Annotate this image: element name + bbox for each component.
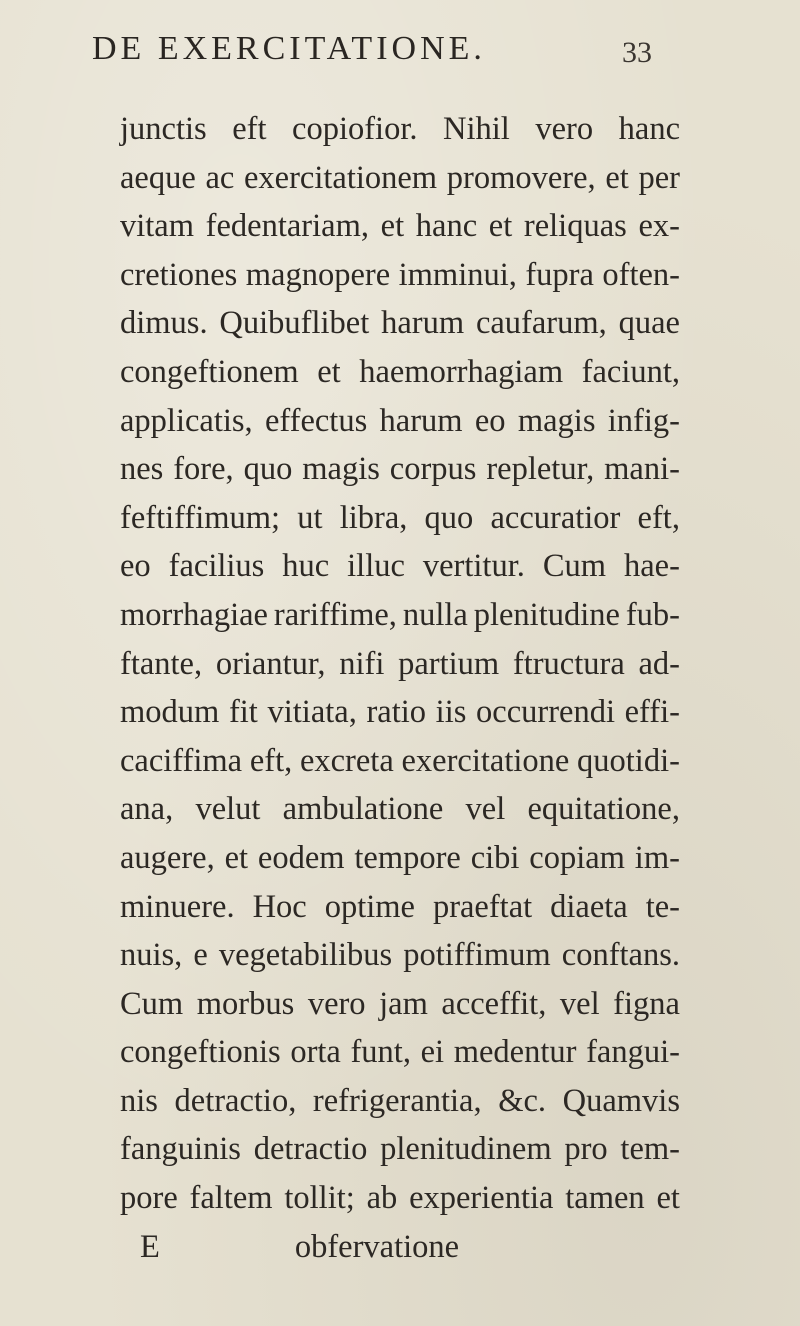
word: vegetabilibus (218, 937, 393, 974)
word: ab (366, 1180, 398, 1217)
word: ftante, (120, 645, 203, 682)
word: effi- (624, 694, 680, 731)
word: reliquas (523, 208, 627, 245)
word: quae (618, 305, 680, 342)
word: optime (324, 888, 415, 925)
word: plenitudine (473, 596, 620, 633)
word: occurrendi (476, 694, 615, 731)
text-line (120, 202, 680, 251)
word: magis (517, 402, 596, 439)
word: eft, (249, 742, 293, 779)
word: Cum (542, 548, 607, 585)
word: im- (634, 839, 680, 876)
word: cretiones (120, 256, 238, 293)
word: eo (474, 402, 506, 439)
word: copiam (529, 839, 625, 876)
word: vel (559, 985, 600, 1022)
word: Cum (120, 985, 184, 1022)
word: et (224, 839, 249, 876)
word: vitam (120, 208, 195, 245)
word: hanc (618, 111, 680, 147)
word: et (380, 208, 405, 245)
word: aeque (120, 159, 196, 196)
word: copiofior. (292, 111, 418, 147)
signature-mark: E (140, 1228, 160, 1265)
word: augere, (120, 839, 215, 876)
word: Hoc (252, 888, 307, 925)
word: haemorrhagiam (359, 353, 564, 390)
word: caufarum, (475, 305, 607, 342)
catchword: obfervatione (294, 1228, 460, 1265)
word: equitatione, (527, 791, 680, 828)
word: pore (120, 1180, 178, 1217)
text-line (120, 931, 680, 980)
word: minuere. (120, 888, 235, 925)
text-line (120, 445, 680, 494)
word: Quamvis (562, 1082, 680, 1119)
text-line (120, 1028, 680, 1077)
text-line (120, 1174, 680, 1223)
word: ac (205, 159, 235, 196)
text-line (120, 688, 680, 737)
word: quo (243, 451, 293, 488)
word: velut (195, 791, 261, 828)
word: quotidi- (577, 742, 680, 779)
word: modum (120, 694, 220, 731)
word: et (656, 1180, 680, 1217)
word: eft (232, 111, 267, 147)
word: vero (307, 985, 366, 1022)
text-line (120, 980, 680, 1029)
word: e (193, 937, 208, 974)
word: acceffit, (441, 985, 547, 1022)
text-line (120, 299, 680, 348)
word: pro (564, 1131, 608, 1168)
word: ana, (120, 791, 174, 828)
word: iis (435, 694, 467, 731)
text-line (120, 1125, 680, 1174)
word: eft, (637, 499, 680, 536)
word: quo (424, 499, 474, 536)
text-line (120, 883, 680, 932)
word: Quibuflibet (219, 305, 370, 342)
word: experientia (409, 1180, 554, 1217)
word: repletur, (486, 451, 595, 488)
word: tempore (354, 839, 461, 876)
word: faltem (189, 1180, 273, 1217)
word: cibi (470, 839, 520, 876)
body-text (120, 105, 680, 1271)
word: funt, (350, 1034, 411, 1071)
word: fedentariam, (205, 208, 369, 245)
word: plenitudinem (380, 1131, 552, 1168)
word: infig- (607, 402, 680, 439)
word: excreta (299, 742, 394, 779)
word: congeftionis (120, 1034, 281, 1071)
word: diaeta (550, 888, 628, 925)
word: fub- (625, 596, 680, 633)
word: vitiata, (267, 694, 357, 731)
word: refrigerantia, (312, 1082, 482, 1119)
word: exercitationem (243, 159, 438, 196)
word: facilius (168, 548, 265, 585)
text-line (120, 251, 680, 300)
text-line (120, 154, 680, 203)
word: huc (282, 548, 330, 585)
word: caciffima (120, 742, 243, 779)
word: ambulatione (282, 791, 444, 828)
word: congeftionem (120, 353, 299, 390)
word: per (638, 159, 680, 196)
word: corpus (389, 451, 477, 488)
text-line (120, 1077, 680, 1126)
text-line (120, 494, 680, 543)
word: orta (290, 1034, 341, 1071)
word: promovere, (446, 159, 596, 196)
word: rariffime, (273, 596, 397, 633)
word: magis (302, 451, 380, 488)
word: eo (120, 548, 151, 585)
word: nifi (339, 645, 385, 682)
word: vertitur. (422, 548, 525, 585)
word: te- (645, 888, 680, 925)
word: ei (420, 1034, 445, 1071)
word: junctis (120, 111, 207, 147)
word: ftructura (512, 645, 625, 682)
word: et (488, 208, 513, 245)
text-line (120, 834, 680, 883)
word: morbus (196, 985, 295, 1022)
word: et (317, 353, 341, 390)
text-line (120, 105, 680, 154)
word: dimus. (120, 305, 208, 342)
word: morrhagiae (120, 596, 268, 633)
word: libra, (339, 499, 408, 536)
word: Nihil (443, 111, 510, 147)
word: fanguinis (120, 1131, 241, 1168)
word: fangui- (586, 1034, 680, 1071)
word: harum (379, 402, 463, 439)
word: &c. (498, 1082, 547, 1119)
word: exercitatione (401, 742, 570, 779)
word: ad- (638, 645, 680, 682)
text-line (120, 737, 680, 786)
word: eodem (257, 839, 345, 876)
word: magnopere (245, 256, 391, 293)
word: tem- (620, 1131, 680, 1168)
word: ut (297, 499, 323, 536)
word: often- (602, 256, 680, 293)
word: feftiffimum; (120, 499, 281, 536)
word: illuc (347, 548, 405, 585)
word: detractio (253, 1131, 368, 1168)
word: ex- (638, 208, 680, 245)
word: praeftat (432, 888, 533, 925)
word: effectus (264, 402, 368, 439)
word: accuratior (490, 499, 621, 536)
word: conftans. (561, 937, 680, 974)
word: hanc (415, 208, 478, 245)
word: tamen (565, 1180, 645, 1217)
word: nes (120, 451, 164, 488)
word: hae- (624, 548, 680, 585)
page-number: 33 (622, 36, 652, 69)
word: faciunt, (581, 353, 680, 390)
word: nulla (402, 596, 468, 633)
word: mani- (604, 451, 680, 488)
text-line (120, 640, 680, 689)
word: fore, (173, 451, 234, 488)
word: harum (381, 305, 465, 342)
word: ratio (366, 694, 427, 731)
word: fupra (525, 256, 594, 293)
word: oriantur, (215, 645, 326, 682)
text-line (120, 542, 680, 591)
word: potiffimum (403, 937, 551, 974)
footer-line (120, 1223, 680, 1272)
text-line (120, 348, 680, 397)
word: medentur (453, 1034, 577, 1071)
word: imminui, (398, 256, 517, 293)
running-title: DE EXERCITATIONE. (92, 30, 486, 67)
word: vel (465, 791, 506, 828)
word: figna (613, 985, 680, 1022)
word: et (605, 159, 629, 196)
word: detractio, (174, 1082, 297, 1119)
word: applicatis, (120, 402, 253, 439)
word: nuis, (120, 937, 183, 974)
page-header (92, 30, 652, 80)
text-line (120, 785, 680, 834)
word: nis (120, 1082, 158, 1119)
word: tollit; (284, 1180, 355, 1217)
text-line (120, 397, 680, 446)
word: vero (535, 111, 594, 147)
word: fit (228, 694, 258, 731)
word: jam (379, 985, 428, 1022)
text-line (120, 591, 680, 640)
word: partium (398, 645, 500, 682)
